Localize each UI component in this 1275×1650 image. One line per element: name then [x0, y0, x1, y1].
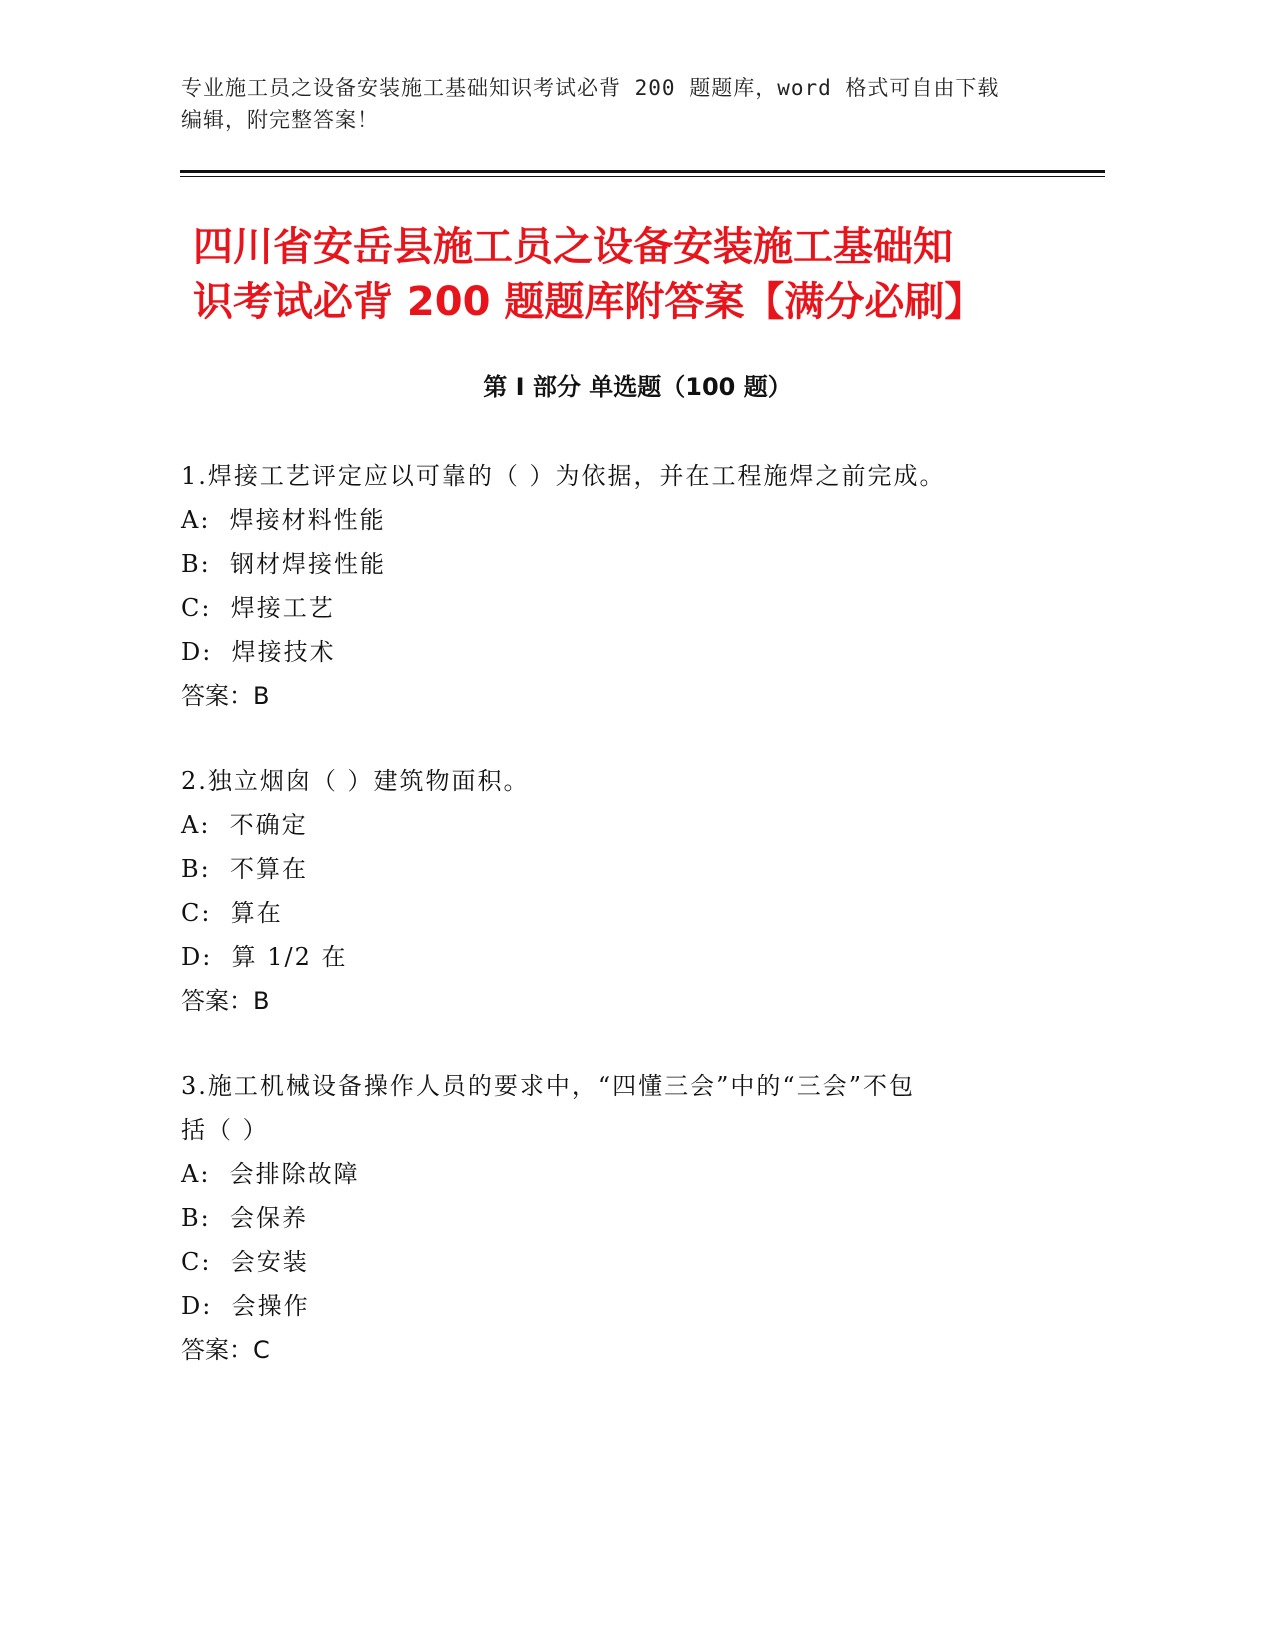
option-c: C: 算在: [181, 899, 283, 927]
option-a: A: 会排除故障: [181, 1160, 360, 1188]
question-1: [181, 454, 1041, 718]
header-line-1: 专业施工员之设备安装施工基础知识考试必背 200 题题库，word 格式可自由下载: [181, 76, 1000, 100]
title-line-1: 四川省安岳县施工员之设备安装施工基础知: [193, 224, 953, 270]
option-a: A: 焊接材料性能: [181, 506, 386, 534]
option-b: B: 不算在: [181, 855, 308, 883]
option-a: A: 不确定: [181, 811, 308, 839]
document-title: [193, 220, 1093, 330]
question-text-line-2: 括（ ）: [181, 1116, 269, 1144]
header-line-2: 编辑，附完整答案！: [181, 108, 379, 132]
option-d: D: 焊接技术: [181, 638, 336, 666]
question-text: 1.焊接工艺评定应以可靠的（ ）为依据，并在工程施焊之前完成。: [181, 462, 946, 490]
header-divider-thin: [180, 176, 1105, 177]
header-divider-thick: [180, 170, 1105, 173]
answer: 答案：C: [181, 1336, 270, 1364]
question-3: [181, 1064, 1041, 1372]
title-line-2: 识考试必背 200 题题库附答案【满分必刷】: [193, 279, 985, 325]
answer: 答案：B: [181, 987, 270, 1015]
question-2: [181, 759, 1041, 1023]
answer: 答案：B: [181, 682, 270, 710]
option-b: B: 会保养: [181, 1204, 308, 1232]
question-text: 2.独立烟囱（ ）建筑物面积。: [181, 767, 530, 795]
section-heading: 第 I 部分 单选题（100 题）: [483, 373, 792, 401]
question-text-line-1: 3.施工机械设备操作人员的要求中，“四懂三会”中的“三会”不包: [181, 1072, 915, 1100]
option-d: D: 会操作: [181, 1292, 310, 1320]
document-header: [181, 72, 1031, 136]
option-b: B: 钢材焊接性能: [181, 550, 386, 578]
option-d: D: 算 1/2 在: [181, 943, 348, 971]
option-c: C: 会安装: [181, 1248, 309, 1276]
option-c: C: 焊接工艺: [181, 594, 335, 622]
